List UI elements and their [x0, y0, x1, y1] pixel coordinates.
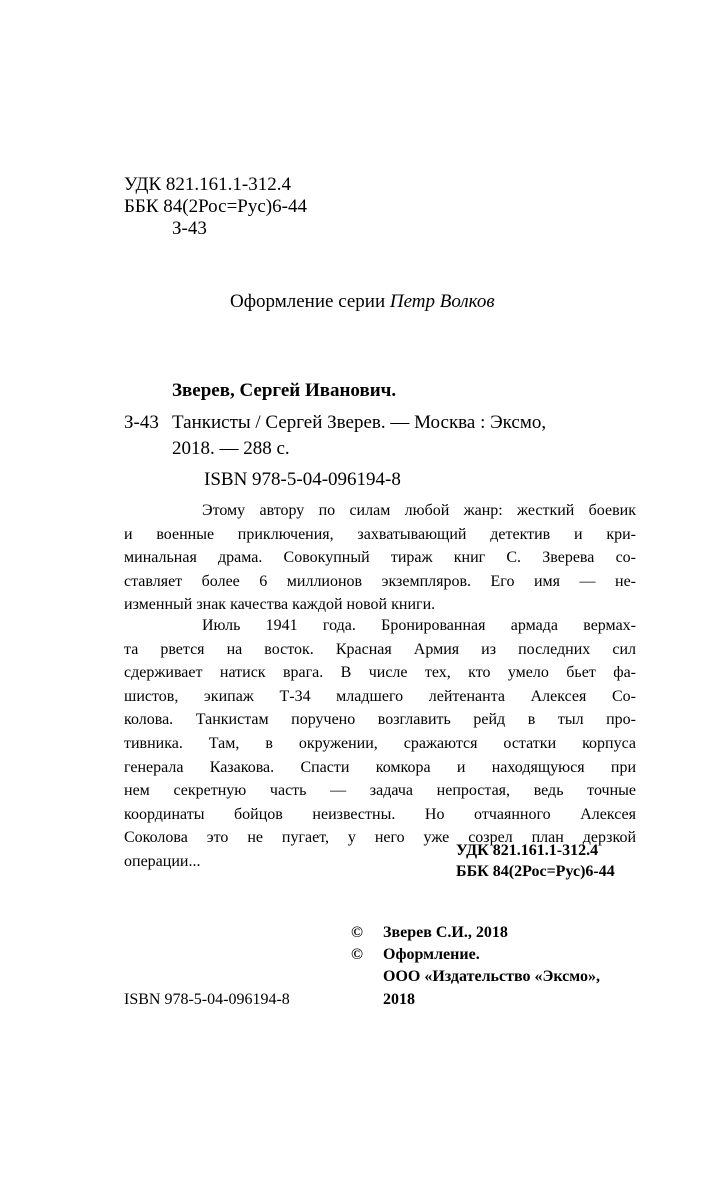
annotation-line: генерала Казакова. Спасти комкора и находящуюся при [124, 758, 636, 776]
series-design [230, 292, 495, 311]
annotation-line: нем секретную часть — задача непростая, ведь точные [124, 782, 636, 800]
udk-top: УДК 821.161.1-312.4 [124, 174, 291, 195]
copyright-design: Оформление. [383, 946, 480, 963]
annotation-line: координаты бойцов неизвестны. Но отчаянного Алексея [124, 805, 636, 823]
annotation-line: Этому автору по силам любой жанр: жесткий боевик [202, 502, 636, 519]
copyright-year: 2018 [383, 991, 415, 1008]
copyright-publisher: ООО «Издательство «Эксмо», [383, 968, 600, 985]
annotation-paragraph-1 [124, 499, 636, 617]
copyright-author: Зверев С.И., 2018 [383, 924, 508, 941]
author-heading: Зверев, Сергей Иванович. [172, 380, 397, 401]
annotation-line: минальная драма. Совокупный тираж книг С. Зверева со- [124, 549, 636, 567]
copyright-symbol: © [351, 946, 363, 963]
annotation-line: Соколова это не пугает, у него уже созрел план дерзкой [124, 829, 636, 847]
annotation-line: изменный знак качества каждой новой книги. [124, 596, 436, 614]
isbn-bottom: ISBN 978-5-04-096194-8 [124, 991, 290, 1008]
bbk-bottom: ББК 84(2Рос=Рус)6-44 [456, 863, 615, 880]
series-designer: Петр Волков [389, 291, 495, 312]
biblio-title-line: Танкисты / Сергей Зверев. — Москва : Эксмо, [172, 412, 547, 433]
copyright-symbol: © [351, 924, 363, 941]
annotation-line: Июль 1941 года. Бронированная армада вермах- [202, 617, 636, 634]
annotation-line: тивника. Там, в окружении, сражаются остатки корпуса [124, 734, 636, 752]
biblio-isbn: ISBN 978-5-04-096194-8 [204, 469, 401, 490]
annotation-line: ставляет более 6 миллионов экземпляров. Его имя — не- [124, 572, 636, 590]
author-code-top: З-43 [172, 218, 207, 239]
biblio-code: З-43 [124, 412, 159, 433]
annotation-line: та рвется на восток. Красная Армия из последних сил [124, 640, 636, 658]
annotation-line: сдерживает натиск врага. В числе тех, кто умело бьет фа- [124, 664, 636, 682]
annotation-line: колова. Танкистам поручено возглавить рейд в тыл про- [124, 711, 636, 729]
bbk-top: ББК 84(2Рос=Рус)6-44 [124, 196, 307, 217]
annotation-line: и военные приключения, захватывающий детектив и кри- [124, 525, 636, 543]
annotation-paragraph-2 [124, 614, 636, 874]
annotation-line: операции... [124, 852, 201, 870]
series-label: Оформление серии [230, 291, 386, 312]
biblio-pub-line: 2018. — 288 с. [172, 438, 290, 459]
udk-bottom: УДК 821.161.1-312.4 [456, 842, 599, 859]
annotation-line: шистов, экипаж Т-34 младшего лейтенанта Алексея Со- [124, 687, 636, 705]
